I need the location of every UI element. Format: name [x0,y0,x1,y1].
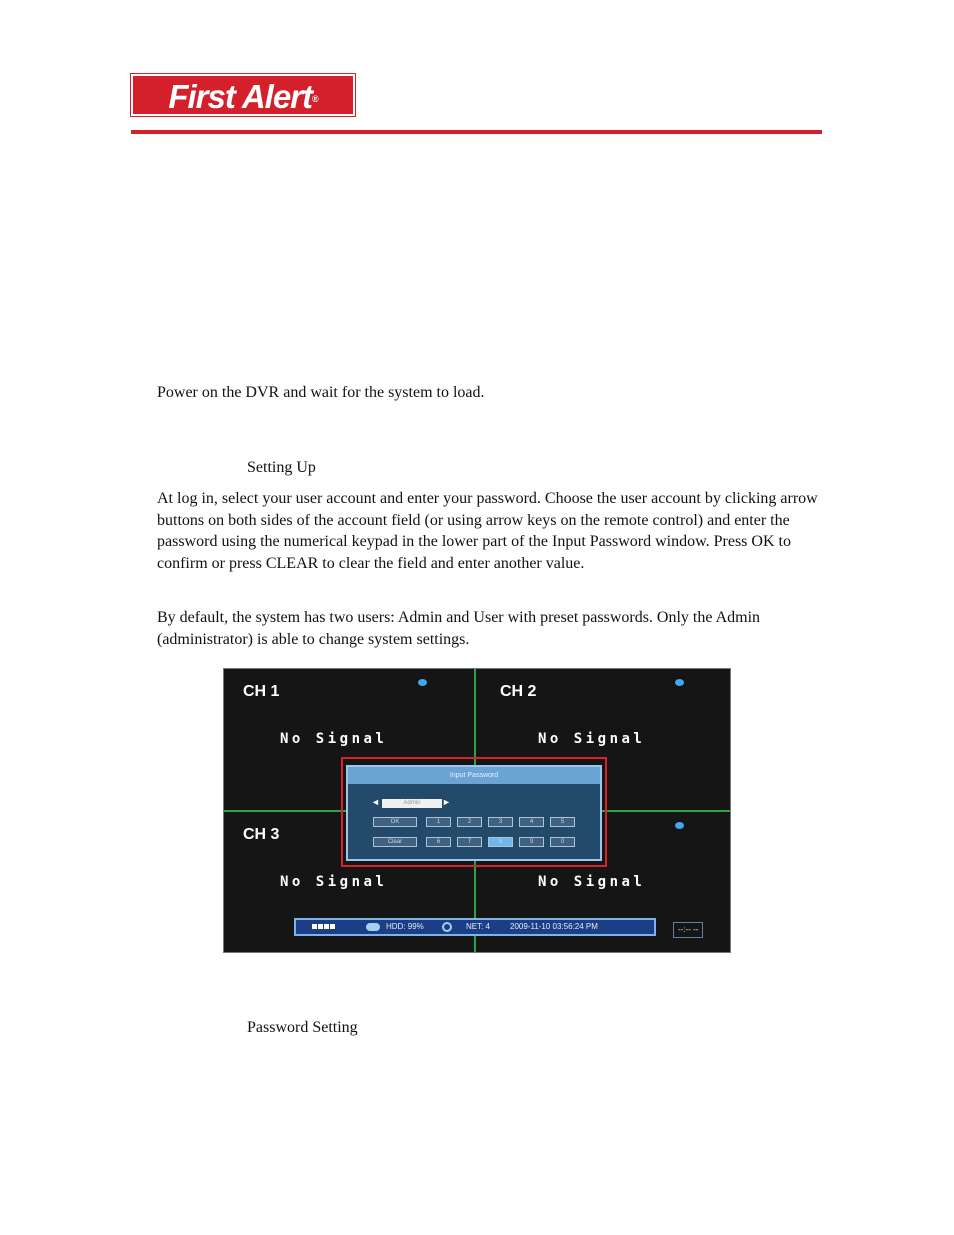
key-4[interactable]: 4 [519,817,544,827]
paragraph-login: At log in, select your user account and enter your password. Choose the user account by clicking arrow buttons on both sides of the account field (or using arrow keys on the remote control) and enter the password using the numerical keypad in the lower part of the Input Password window. Press OK to confirm or press CLEAR to clear the field and enter another value. [157,490,818,572]
channel-1-no-signal: No Signal [280,731,388,747]
channel-1-label: CH 1 [243,683,280,700]
account-prev-arrow-icon[interactable]: ◄ [371,797,380,807]
channel-indicator-icon [312,924,317,929]
clear-button[interactable]: Clear [373,837,417,847]
brand-name: First Alert [168,78,312,115]
key-9[interactable]: 9 [519,837,544,847]
channel-2-record-dot [675,679,684,686]
input-password-dialog [346,765,602,861]
channel-1-record-dot [418,679,427,686]
key-0[interactable]: 0 [550,837,575,847]
heading-password-setting: Password Setting [247,1019,358,1036]
channel-3-label: CH 3 [243,826,280,843]
paragraph-default-users: By default, the system has two users: Admin and User with preset passwords. Only the Admin (administrator) is able to change system settings. [157,609,761,648]
dialog-title: Input Password [348,767,600,784]
channel-4-record-dot [675,822,684,829]
heading-setting-up: Setting Up [247,459,316,476]
key-8[interactable]: 8 [488,837,513,847]
network-icon [442,922,452,932]
hdd-icon [366,923,380,931]
first-alert-logo [131,74,355,116]
channel-indicator-icon [324,924,329,929]
ok-button[interactable]: OK [373,817,417,827]
key-1[interactable]: 1 [426,817,451,827]
channel-2-no-signal: No Signal [538,731,646,747]
key-3[interactable]: 3 [488,817,513,827]
status-bar [294,918,656,936]
channel-indicator-icon [330,924,335,929]
key-2[interactable]: 2 [457,817,482,827]
channel-3-no-signal: No Signal [280,874,388,890]
dvr-screenshot [223,668,731,953]
secondary-time-box: --:-- -- [673,922,703,938]
header-rule [131,130,822,134]
key-6[interactable]: 6 [426,837,451,847]
channel-2-label: CH 2 [500,683,537,700]
account-field[interactable]: Admin [382,799,442,808]
hdd-status: HDD: 99% [386,922,424,931]
paragraph-power-on: Power on the DVR and wait for the system to load. [157,384,485,401]
net-status: NET: 4 [466,922,491,931]
datetime: 2009-11-10 03:56:24 PM [510,922,598,931]
key-5[interactable]: 5 [550,817,575,827]
key-7[interactable]: 7 [457,837,482,847]
channel-4-no-signal: No Signal [538,874,646,890]
account-next-arrow-icon[interactable]: ► [442,797,451,807]
registered-mark: ® [312,94,318,104]
channel-indicator-icon [318,924,323,929]
